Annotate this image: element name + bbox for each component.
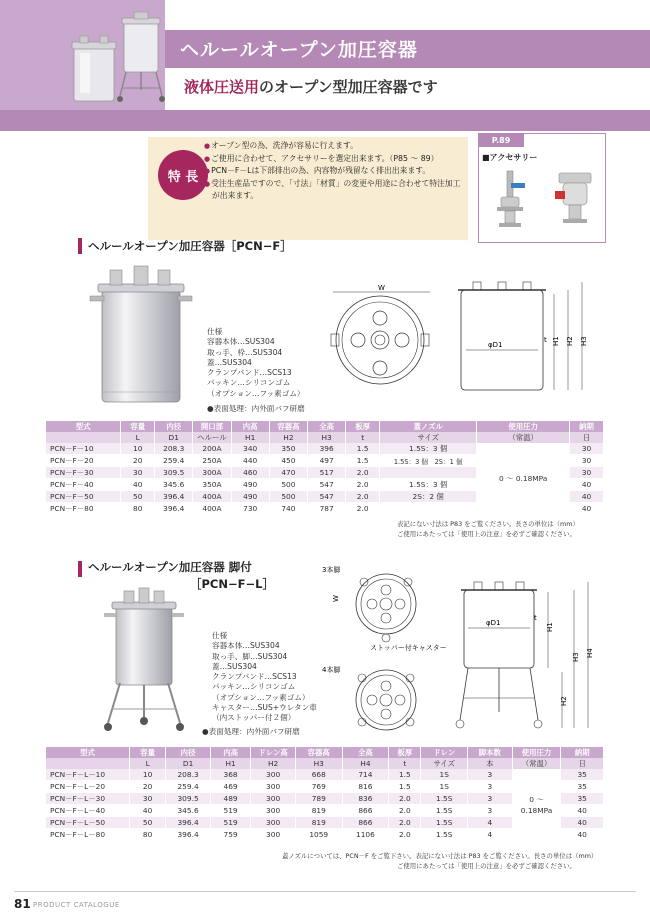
- cell: 489: [210, 793, 250, 805]
- col-header: ドレン: [421, 747, 468, 758]
- cell: PCN－F－L－50: [46, 817, 129, 829]
- pressure-line: 0.18MPa: [520, 805, 553, 815]
- section1-title: ヘルールオープン加圧容器［PCN−F］: [88, 239, 292, 253]
- dim-t: t: [534, 614, 537, 622]
- section-marker: [78, 561, 82, 577]
- col-subheader: 日: [561, 758, 604, 769]
- spec-label: 仕様: [212, 631, 228, 640]
- pcn-f-drawing: [318, 280, 618, 405]
- cell: 400A: [193, 491, 231, 503]
- cell: 519: [210, 805, 250, 817]
- dim-h3: H3: [572, 652, 580, 662]
- col-header: 納期: [561, 747, 604, 758]
- table2-note: 蓋ノズルについては、PCN－F をご覧下さい。表記にない寸法は P83 をご覧ください。長さの単位は（mm）: [282, 852, 598, 860]
- cell: 35: [561, 793, 604, 805]
- dim-h4: H4: [586, 648, 594, 658]
- pcn-f-table: [46, 421, 604, 515]
- cell: 1.5S：3 個: [380, 443, 477, 455]
- cell: 50: [121, 491, 155, 503]
- pcn-f-l-drawing: [318, 562, 618, 742]
- col-header: 開口部: [193, 421, 231, 432]
- cell: 500: [269, 491, 307, 503]
- col-subheader: ヘルール: [193, 432, 231, 443]
- cell: 300: [251, 817, 296, 829]
- accessory-images: [485, 163, 600, 237]
- col-header: 脚本数: [468, 747, 513, 758]
- dim-d1: φD1: [486, 619, 501, 627]
- col-header: 内高: [210, 747, 250, 758]
- cell: 345.6: [166, 805, 211, 817]
- cell: 740: [269, 503, 307, 515]
- cell: 350: [269, 443, 307, 455]
- cell: 10: [121, 443, 155, 455]
- spec-line: （内ストッパー付２個）: [212, 713, 296, 723]
- col-subheader: t: [346, 432, 380, 443]
- cell: 3: [468, 793, 513, 805]
- cell: 2.0: [389, 793, 421, 805]
- feature-item: ● ご使用に合わせて、アクセサリーを選定出来ます。（P85 ～ 89）: [176, 153, 468, 166]
- spec-line: クランプバンド…SCS13: [207, 368, 292, 378]
- cell: 2.0: [346, 467, 380, 479]
- dim-w: W: [378, 284, 385, 292]
- cell: 3: [468, 781, 513, 793]
- col-subheader: H3: [295, 758, 342, 769]
- cell: 50: [129, 817, 165, 829]
- col-subheader: サイズ: [421, 758, 468, 769]
- footer-divider: [14, 891, 636, 892]
- cell: 40: [570, 503, 604, 515]
- section2-surface: ●表面処理：内外面バフ研磨: [202, 727, 300, 736]
- cell: 866: [342, 817, 389, 829]
- col-subheader: [46, 432, 121, 443]
- cell: 40: [570, 479, 604, 491]
- spec-line: パッキン…シリコンゴム: [207, 378, 291, 388]
- col-header: 容量: [121, 421, 155, 432]
- dim-w: W: [332, 595, 340, 602]
- features-list: [176, 140, 468, 203]
- cell: 769: [295, 781, 342, 793]
- cell: PCN－F－20: [46, 455, 121, 467]
- cell: 1.5: [389, 769, 421, 781]
- col-subheader: H1: [231, 432, 269, 443]
- cell: 469: [210, 781, 250, 793]
- spec-line: キャスター…SUS+ウレタン車: [212, 703, 317, 713]
- cell: 1.5S：3 個 2S：1 個: [380, 455, 477, 467]
- cell: 1.5S: [421, 805, 468, 817]
- subtitle-highlight: 液体圧送用: [184, 78, 260, 96]
- cell: 396.4: [166, 829, 211, 841]
- cell: 35: [561, 781, 604, 793]
- col-header: 蓋ノズル: [380, 421, 477, 432]
- dim-h1: H1: [546, 622, 554, 632]
- col-header: 型式: [46, 747, 129, 758]
- spec-label: 仕様: [207, 327, 223, 336]
- cell: 517: [308, 467, 346, 479]
- cell: 3: [468, 769, 513, 781]
- cell: 519: [210, 817, 250, 829]
- cell: 309.5: [155, 467, 193, 479]
- col-subheader: H2: [251, 758, 296, 769]
- cell: 490: [231, 491, 269, 503]
- cell: PCN－F－L－40: [46, 805, 129, 817]
- cell: 259.4: [155, 455, 193, 467]
- cell: 668: [295, 769, 342, 781]
- cell: 396: [308, 443, 346, 455]
- cell: 40: [561, 829, 604, 841]
- cell: PCN－F－L－30: [46, 793, 129, 805]
- cell: 400A: [193, 503, 231, 515]
- cell: 2.0: [346, 491, 380, 503]
- cell: 208.3: [155, 443, 193, 455]
- col-subheader: 本: [468, 758, 513, 769]
- col-header: 容器高: [295, 747, 342, 758]
- cell: 1.5S: [421, 829, 468, 841]
- cell: 1.5S：3 個: [380, 479, 477, 491]
- cell: 547: [308, 479, 346, 491]
- col-header: 全高: [342, 747, 389, 758]
- cell: 309.5: [166, 793, 211, 805]
- col-header: 容器高: [269, 421, 307, 432]
- spec-line: 容器本体…SUS304: [207, 337, 275, 347]
- spec-line: クランプバンド…SCS13: [212, 672, 297, 682]
- cell: 300: [251, 793, 296, 805]
- cell: 866: [342, 805, 389, 817]
- cell: 819: [295, 817, 342, 829]
- col-header: 納期: [570, 421, 604, 432]
- col-header: 全高: [308, 421, 346, 432]
- cell: PCN－F－L－10: [46, 769, 129, 781]
- cell: 30: [121, 467, 155, 479]
- col-subheader: 日: [570, 432, 604, 443]
- footer-label: PRODUCT CATALOGUE: [33, 901, 120, 909]
- cell: 3: [468, 805, 513, 817]
- cell: 1.5S: [421, 793, 468, 805]
- cell: 2.0: [346, 479, 380, 491]
- label-3legs: 3本脚: [322, 566, 341, 574]
- cell: 500: [269, 479, 307, 491]
- col-subheader: サイズ: [380, 432, 477, 443]
- col-subheader: H2: [269, 432, 307, 443]
- label-caster: ストッパー付キャスター: [370, 644, 447, 652]
- cell: 2.0: [389, 817, 421, 829]
- cell: 2.0: [389, 805, 421, 817]
- cell: 787: [308, 503, 346, 515]
- subtitle-rest: のオープン型加圧容器です: [259, 78, 438, 96]
- section1-surface: ●表面処理：内外面バフ研磨: [207, 404, 305, 413]
- cell: 714: [342, 769, 389, 781]
- cell: 497: [308, 455, 346, 467]
- cell: 259.4: [166, 781, 211, 793]
- cell: 1106: [342, 829, 389, 841]
- cell: 4: [468, 829, 513, 841]
- dim-h3: H3: [580, 336, 588, 346]
- col-subheader: （常温）: [512, 758, 561, 769]
- cell: 35: [561, 769, 604, 781]
- accessory-title: ■アクセサリー: [482, 153, 538, 162]
- col-header: 内径: [155, 421, 193, 432]
- cell: 80: [121, 503, 155, 515]
- cell: 80: [129, 829, 165, 841]
- page-subtitle: [184, 76, 438, 97]
- feature-item: ● 受注生産品ですので、「寸法」「材質」の変更や用途に合わせて特注加工が出来ます。: [176, 178, 468, 203]
- cell: 2.0: [389, 829, 421, 841]
- cell: 1.5S: [421, 817, 468, 829]
- cell: 250A: [193, 455, 231, 467]
- col-subheader: H1: [210, 758, 250, 769]
- col-header: 内高: [231, 421, 269, 432]
- feature-item: ● オープン型の為、洗浄が容易に行えます。: [176, 140, 468, 153]
- section2-title-line2: ［PCN−F−L］: [190, 577, 274, 591]
- spec-line: 取っ手、脚…SUS304: [212, 651, 288, 661]
- cell: 470: [269, 467, 307, 479]
- cell: 208.3: [166, 769, 211, 781]
- table-row: [46, 769, 604, 781]
- cell: 300: [251, 805, 296, 817]
- cell: PCN－F－80: [46, 503, 121, 515]
- cell: 836: [342, 793, 389, 805]
- pcn-f-l-product-image: [94, 585, 194, 735]
- cell: 819: [295, 805, 342, 817]
- cell: 2S：2 個: [380, 491, 477, 503]
- cell: 789: [295, 793, 342, 805]
- dim-h2: H2: [566, 336, 574, 346]
- cell: PCN－F－L－20: [46, 781, 129, 793]
- cell: 396.4: [155, 491, 193, 503]
- cell: 1S: [421, 769, 468, 781]
- cell: 30: [129, 793, 165, 805]
- spec-line: （オプション…フッ素ゴム）: [212, 692, 310, 702]
- cell: 40: [561, 805, 604, 817]
- spec-line: 容器本体…SUS304: [212, 641, 280, 651]
- dim-h2: H2: [560, 696, 568, 706]
- cell: 30: [570, 455, 604, 467]
- cell: 2.0: [346, 503, 380, 515]
- col-subheader: t: [389, 758, 421, 769]
- cell: 300: [251, 829, 296, 841]
- col-header: ドレン高: [251, 747, 296, 758]
- cell: 1.5: [346, 455, 380, 467]
- cell: 30: [570, 443, 604, 455]
- pressure-cell: [512, 769, 561, 841]
- page-title: ヘルールオープン加圧容器: [180, 39, 418, 61]
- cell: 440: [231, 455, 269, 467]
- table2-note: ご使用にあたっては「使用上の注意」を必ずご確認ください。: [397, 862, 576, 870]
- cell: 10: [129, 769, 165, 781]
- col-subheader: L: [129, 758, 165, 769]
- pcn-f-product-image: [88, 262, 193, 412]
- dim-h1: H1: [552, 336, 560, 346]
- section2-title-line1: ヘルールオープン加圧容器 脚付: [88, 560, 252, 574]
- col-header: 型式: [46, 421, 121, 432]
- cell: 1059: [295, 829, 342, 841]
- dim-d1: φD1: [488, 341, 503, 349]
- cell: 300: [251, 769, 296, 781]
- pressure-cell: 0 ～ 0.18MPa: [477, 443, 570, 515]
- header-product-image: [60, 8, 165, 110]
- table-row: [46, 443, 604, 455]
- cell: 450: [269, 455, 307, 467]
- col-header: 板厚: [346, 421, 380, 432]
- cell: [380, 467, 477, 479]
- cell: 547: [308, 491, 346, 503]
- table1-note: 表記にない寸法は P83 をご覧ください。長さの単位は（mm）: [397, 520, 579, 528]
- col-subheader: H4: [342, 758, 389, 769]
- dim-t: t: [544, 336, 547, 344]
- spec-line: （オプション…フッ素ゴム）: [207, 388, 305, 398]
- spec-line: 蓋…SUS304: [207, 357, 252, 367]
- spec-line: 蓋…SUS304: [212, 661, 257, 671]
- label-4legs: 4本脚: [322, 666, 341, 674]
- cell: 40: [570, 491, 604, 503]
- cell: 300A: [193, 467, 231, 479]
- col-header: 使用圧力: [477, 421, 570, 432]
- col-subheader: （常温）: [477, 432, 570, 443]
- cell: 40: [121, 479, 155, 491]
- cell: 759: [210, 829, 250, 841]
- cell: PCN－F－L－80: [46, 829, 129, 841]
- col-header: 板厚: [389, 747, 421, 758]
- col-header: 容量: [129, 747, 165, 758]
- cell: 20: [121, 455, 155, 467]
- table1-note: ご使用にあたっては「使用上の注意」を必ずご確認ください。: [397, 530, 576, 538]
- cell: 368: [210, 769, 250, 781]
- cell: [380, 503, 477, 515]
- feature-item: ● PCN－F－Lは下部排出の為、内容物が残留なく排出出来ます。: [176, 165, 468, 178]
- accessory-page-tag[interactable]: P.89: [478, 133, 524, 147]
- cell: 396.4: [166, 817, 211, 829]
- pcn-f-l-table: [46, 747, 604, 841]
- spec-line: パッキン…シリコンゴム: [212, 682, 296, 692]
- section2-spec: [212, 631, 317, 724]
- col-subheader: H3: [308, 432, 346, 443]
- cell: PCN－F－10: [46, 443, 121, 455]
- col-header: 内径: [166, 747, 211, 758]
- cell: PCN－F－50: [46, 491, 121, 503]
- cell: 345.6: [155, 479, 193, 491]
- cell: 1S: [421, 781, 468, 793]
- cell: 300: [251, 781, 296, 793]
- cell: 816: [342, 781, 389, 793]
- cell: 1.5: [389, 781, 421, 793]
- cell: PCN－F－40: [46, 479, 121, 491]
- cell: 20: [129, 781, 165, 793]
- cell: 396.4: [155, 503, 193, 515]
- features-badge: 特 長: [158, 150, 208, 200]
- section-marker: [78, 238, 82, 254]
- cell: 490: [231, 479, 269, 491]
- header-bottom-band: [0, 110, 650, 131]
- cell: 460: [231, 467, 269, 479]
- col-subheader: L: [121, 432, 155, 443]
- cell: 200A: [193, 443, 231, 455]
- col-subheader: D1: [166, 758, 211, 769]
- cell: 340: [231, 443, 269, 455]
- cell: 1.5: [346, 443, 380, 455]
- cell: 4: [468, 817, 513, 829]
- page-number: 81: [14, 897, 31, 911]
- pressure-line: 0 ～: [529, 794, 544, 804]
- col-header: 使用圧力: [512, 747, 561, 758]
- cell: 730: [231, 503, 269, 515]
- col-subheader: D1: [155, 432, 193, 443]
- cell: 30: [570, 467, 604, 479]
- cell: 350A: [193, 479, 231, 491]
- spec-line: 取っ手、枠…SUS304: [207, 347, 283, 357]
- section1-spec: [207, 327, 305, 399]
- col-subheader: [46, 758, 129, 769]
- cell: PCN－F－30: [46, 467, 121, 479]
- cell: 40: [561, 817, 604, 829]
- cell: 40: [129, 805, 165, 817]
